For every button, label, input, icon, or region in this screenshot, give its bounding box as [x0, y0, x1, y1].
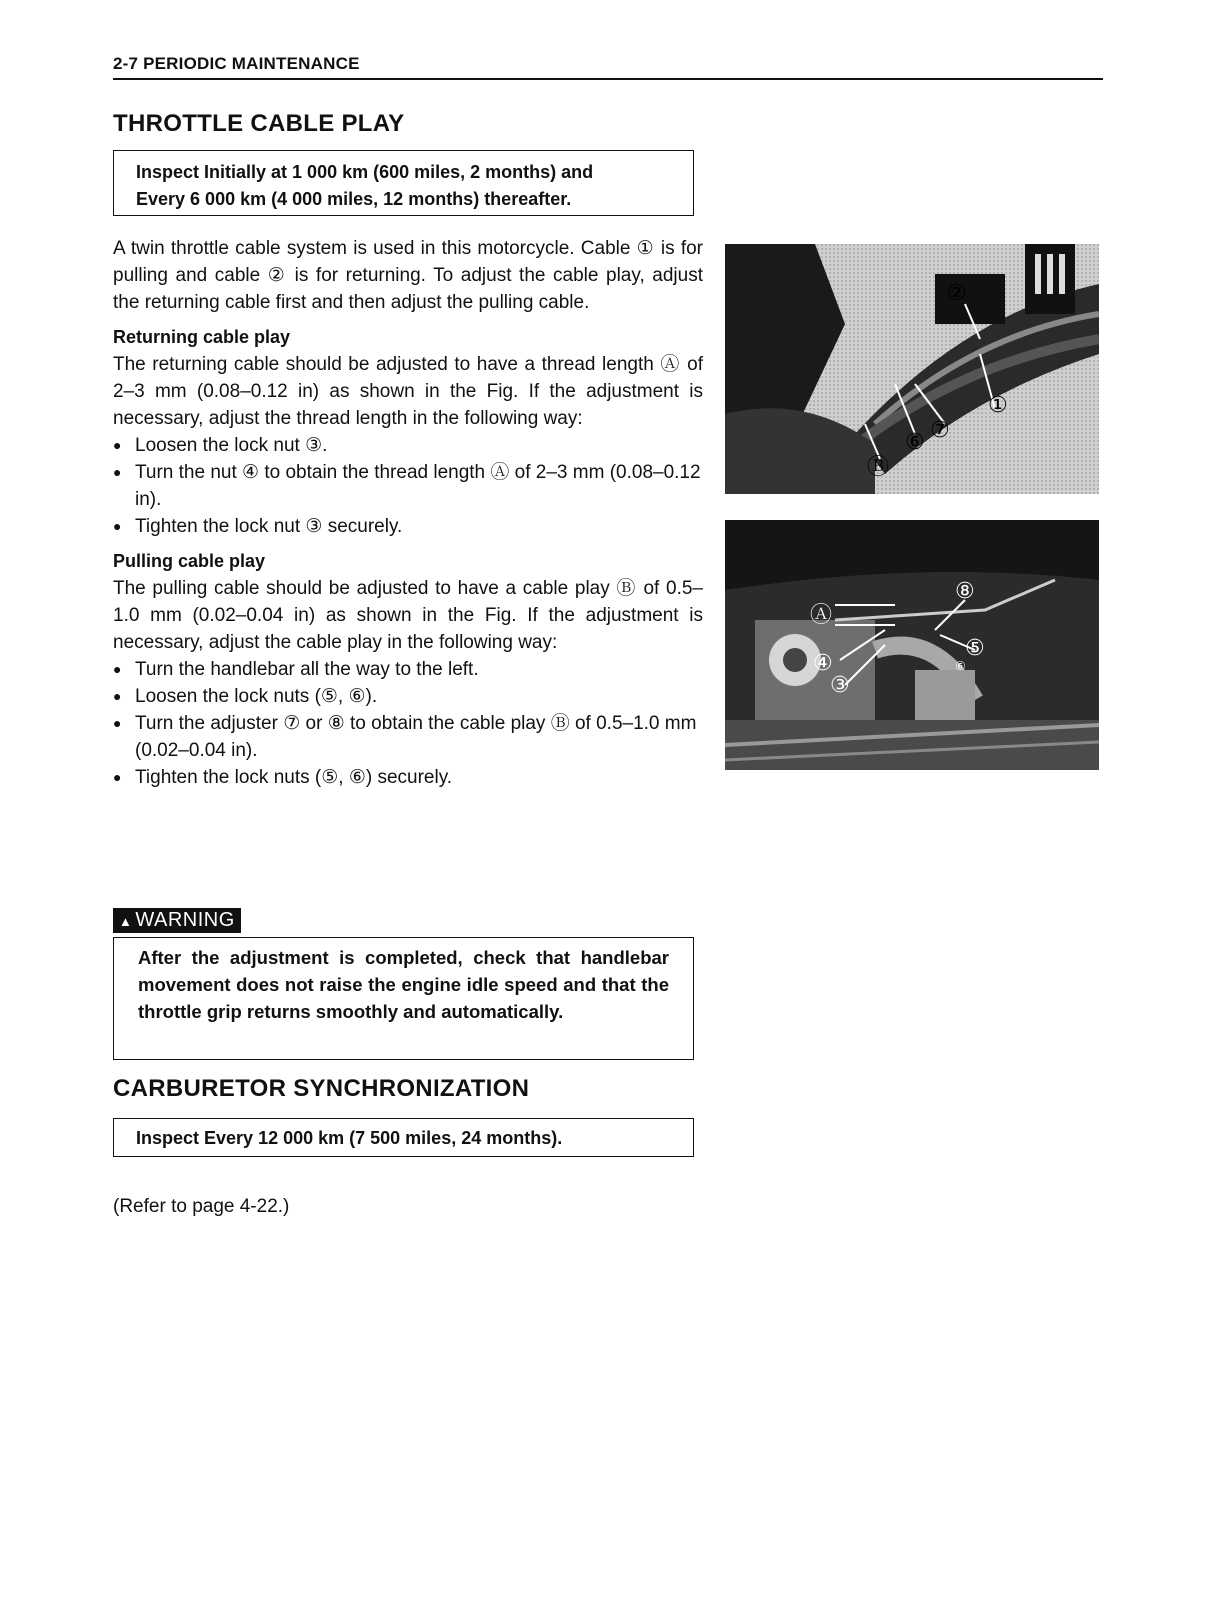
carb-title: CARBURETOR SYNCHRONIZATION — [113, 1075, 530, 1102]
callout-6b: ⑥ — [955, 659, 966, 673]
photo-throttle-grip-graphic — [725, 244, 1099, 494]
warning-box — [113, 937, 694, 1060]
inspect-line-2: Every 6 000 km (4 000 miles, 12 months) thereafter. — [136, 189, 572, 209]
returning-steps — [113, 432, 703, 540]
callout-1: ① — [988, 393, 1008, 418]
throttle-inspect-box — [113, 150, 694, 216]
photo-carburetor-cables — [725, 520, 1099, 770]
warning-text: After the adjustment is completed, check that handlebar movement does not raise the engine idle speed and that the throttle grip returns smoothly and automatically. — [138, 947, 669, 1022]
pulling-step: ● Loosen the lock nuts (⑤, ⑥). — [113, 683, 703, 710]
inspect-line-1: Inspect Initially at 1 000 km (600 miles, 2 months) and — [136, 162, 594, 182]
carb-inspect-line: Inspect Every 12 000 km (7 500 miles, 24 months). — [136, 1128, 563, 1148]
returning-step: ● Turn the nut ④ to obtain the thread length Ⓐ of 2–3 mm (0.08–0.12 in). — [113, 459, 703, 513]
returning-heading: Returning cable play — [113, 327, 291, 347]
page-header — [113, 54, 1103, 80]
throttle-title: THROTTLE CABLE PLAY — [113, 110, 405, 137]
pulling-step: ● Turn the handlebar all the way to the left. — [113, 656, 703, 683]
callout-8: ⑧ — [955, 579, 975, 604]
pulling-steps — [113, 656, 703, 791]
photo-carburetor-cables-graphic — [725, 520, 1099, 770]
callout-A: Ⓐ — [810, 603, 833, 628]
returning-step: ● Tighten the lock nut ③ securely. — [113, 513, 703, 540]
warning-triangle-icon: ▲ — [119, 914, 133, 929]
pulling-heading: Pulling cable play — [113, 551, 266, 571]
callout-6: ⑥ — [905, 430, 925, 455]
warning-label — [113, 908, 241, 933]
carb-inspect-box — [113, 1118, 694, 1157]
returning-step: ● Loosen the lock nut ③. — [113, 432, 703, 459]
pulling-step: ● Tighten the lock nuts (⑤, ⑥) securely. — [113, 764, 703, 791]
refer-note: (Refer to page 4-22.) — [113, 1196, 290, 1217]
callout-2: ② — [947, 281, 967, 306]
callout-7: ⑦ — [930, 418, 950, 443]
throttle-body — [113, 235, 703, 791]
pulling-text: The pulling cable should be adjusted to have a cable play Ⓑ of 0.5–1.0 mm (0.02–0.04 in) as shown in the Fig. If the adjustment is necessary, adjust the cable play in the following way: — [113, 578, 703, 653]
warning-label-text: WARNING — [135, 909, 235, 931]
callout-B: Ⓑ — [867, 455, 890, 480]
returning-text: The returning cable should be adjusted to have a thread length Ⓐ of 2–3 mm (0.08–0.12 in) as shown in the Fig. If the adjustment is necessary, adjust the thread length in the following way: — [113, 354, 703, 429]
intro-paragraph: A twin throttle cable system is used in this motorcycle. Cable ① is for pulling and cable ② is for returning. To adjust the cable play, adjust the returning cable first and then adjust the pulling cable. — [113, 238, 703, 313]
pulling-step: ● Turn the adjuster ⑦ or ⑧ to obtain the cable play Ⓑ of 0.5–1.0 mm (0.02–0.04 in). — [113, 710, 703, 764]
callout-5: ⑤ — [965, 636, 985, 661]
section-label: 2-7 PERIODIC MAINTENANCE — [113, 54, 360, 73]
photo-throttle-grip — [725, 244, 1099, 494]
callout-3: ③ — [830, 673, 850, 698]
callout-4: ④ — [813, 651, 833, 676]
